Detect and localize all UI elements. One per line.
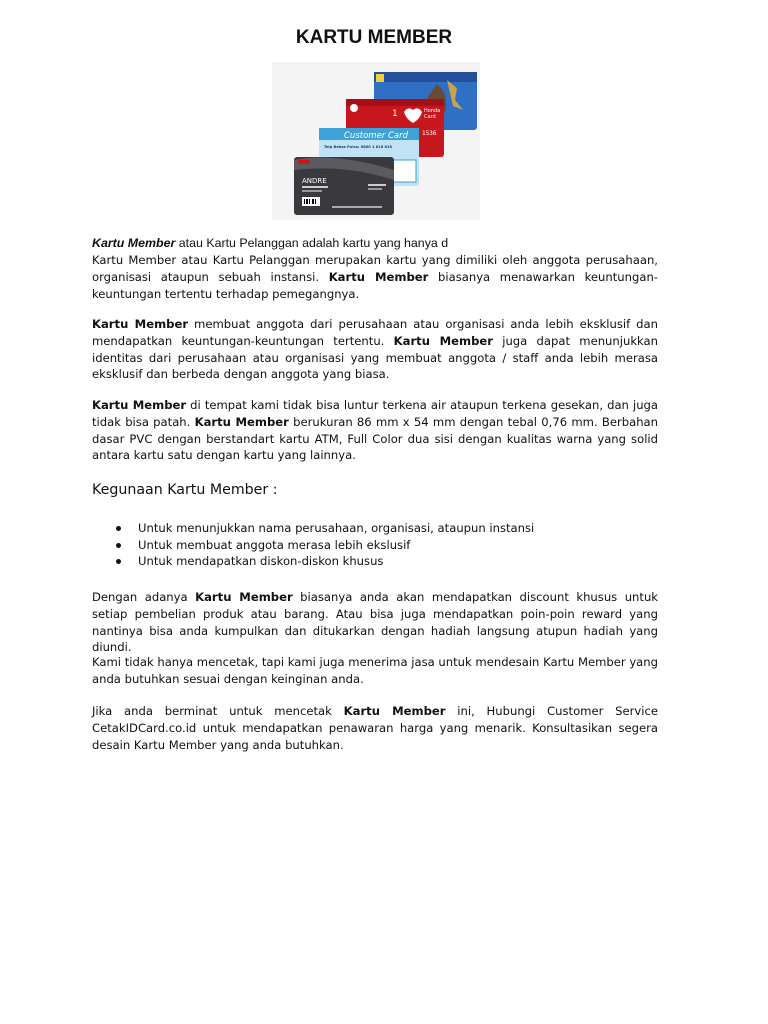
- list-item: Untuk mendapatkan diskon-diskon khusus: [92, 553, 658, 570]
- svg-text:Card: Card: [424, 114, 436, 120]
- text-segment: Kami tidak hanya mencetak, tapi kami juga menerima jasa untuk mendesain Kartu Member yang anda butuhkan sesuai dengan keinginan anda.: [92, 655, 658, 686]
- paragraph: [92, 589, 658, 656]
- svg-text:1: 1: [392, 109, 398, 119]
- customer-card-label: Customer Card: [344, 131, 409, 141]
- text-segment: membuat anggota dari perusahaan atau organisasi anda lebih eksklusif dan mendapatkan keuntungan-keuntungan tertentu.: [92, 317, 658, 348]
- text-segment: di tempat kami tidak bisa luntur terkena air ataupun terkena gesekan, dan juga tidak bisa patah.: [92, 398, 659, 429]
- bold-term: Kartu Member: [328, 269, 429, 284]
- lead-term: Kartu Member: [92, 236, 176, 250]
- text-segment: biasanya menawarkan keuntungan-keuntungan tertentu terhadap pemegangnya.: [92, 269, 658, 301]
- paragraph: [92, 316, 658, 383]
- member-cards-image: [272, 62, 480, 220]
- list-item: Untuk menunjukkan nama perusahaan, organisasi, ataupun instansi: [92, 520, 658, 537]
- text-segment: Jika anda berminat untuk mencetak: [92, 704, 344, 718]
- bold-term: Kartu Member: [92, 398, 187, 412]
- dark-member-card: [294, 157, 394, 215]
- paragraph: [92, 703, 658, 753]
- bold-term: Kartu Member: [92, 317, 189, 331]
- brand-logo-icon: [298, 160, 310, 164]
- text-segment: biasanya anda akan mendapatkan discount khusus untuk setiap pembelian produk atau barang. Atau bisa juga mendapatkan poin-poin reward yang nantinya bisa anda kumpulkan dan ditukarkan dengan hadiah langsung atupun hadiah yang diundi.: [92, 590, 659, 655]
- uses-list: [92, 520, 658, 570]
- svg-text:Honda: Honda: [424, 108, 441, 114]
- honda-card-number: 1536: [422, 130, 437, 137]
- text-segment: Dengan adanya: [92, 590, 196, 604]
- bold-term: Kartu Member: [343, 704, 446, 718]
- text-segment: Kartu Member atau Kartu Pelanggan merupakan kartu yang dimiliki oleh anggota perusahaan, organisasi ataupun sebuah instansi.: [92, 253, 658, 284]
- lead-line: [92, 236, 658, 250]
- uses-heading: Kegunaan Kartu Member :: [92, 482, 278, 498]
- page-title: KARTU MEMBER: [295, 27, 453, 48]
- logo-icon: [376, 74, 384, 82]
- bold-term: Kartu Member: [195, 590, 293, 604]
- paragraph: [92, 252, 658, 302]
- text-segment: ini, Hubungi Customer Service CetakIDCard.co.id untuk mendapatkan penawaran harga yang menarik. Konsultasikan segera desain Kartu Member yang anda butuhkan.: [92, 704, 658, 752]
- list-item: Untuk membuat anggota merasa lebih ekslusif: [92, 537, 658, 554]
- bold-term: Kartu Member: [194, 414, 289, 429]
- customer-card-phone: Telp Bebas Pulsa: 0800 1 818 818: [324, 145, 392, 149]
- text-segment: berukuran 86 mm x 54 mm dengan tebal 0,76 mm. Berbahan dasar PVC dengan berstandart kartu ATM, Full Color dua sisi dengan kualitas warna yang solid antara kartu satu dengan kartu yang lainnya.: [92, 414, 659, 463]
- honda-logo-icon: [350, 104, 358, 112]
- lead-rest: atau Kartu Pelanggan adalah kartu yang hanya d: [178, 236, 449, 250]
- paragraph: [92, 654, 658, 688]
- member-name: ANDRE: [302, 177, 327, 185]
- paragraph: [92, 397, 658, 464]
- text-segment: juga dapat menunjukkan identitas dari perusahaan atau organisasi yang membuat anggota / staff anda lebih merasa eksklusif dan berbeda dengan anggota yang biasa.: [92, 333, 658, 382]
- bold-term: Kartu Member: [393, 333, 493, 348]
